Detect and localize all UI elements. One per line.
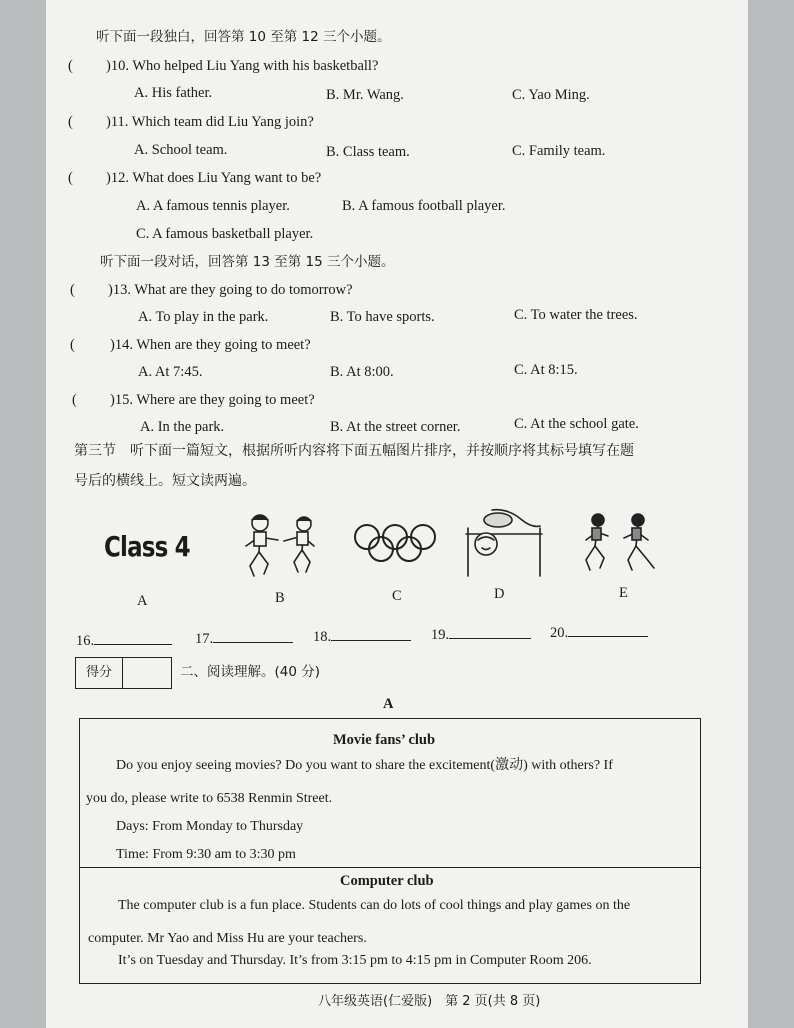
q13-option-b: B. To have sports.	[330, 309, 435, 325]
class4-sign: Class 4	[104, 530, 190, 563]
q15-option-c: C. At the school gate.	[514, 416, 639, 432]
question-12: )12. What does Liu Yang want to be?	[106, 170, 322, 186]
movie-club-line1: Do you enjoy seeing movies? Do you want to share the excitement(激动) with others? If	[116, 758, 613, 773]
passage-letter: A	[383, 696, 394, 712]
answer-paren: (	[68, 58, 73, 74]
answer-paren: (	[72, 392, 77, 408]
question-11: )11. Which team did Liu Yang join?	[106, 114, 314, 130]
movie-club-days: Days: From Monday to Thursday	[116, 819, 304, 834]
computer-club-line3: It’s on Tuesday and Thursday. It’s from 3:15 pm to 4:15 pm in Computer Room 206.	[118, 953, 592, 968]
clubs-divider	[80, 867, 700, 868]
high-jump-icon	[462, 506, 546, 578]
question-10: )10. Who helped Liu Yang with his basketball?	[106, 58, 379, 74]
answer-blank-20[interactable]: 20.	[550, 622, 648, 642]
q10-option-b: B. Mr. Wang.	[326, 87, 404, 103]
q12-option-c: C. A famous basketball player.	[136, 226, 314, 242]
picture-label-d: D	[494, 586, 505, 602]
picture-label-e: E	[619, 585, 628, 601]
movie-club-time: Time: From 9:30 am to 3:30 pm	[116, 847, 296, 862]
picture-label-b: B	[275, 590, 285, 606]
q15-option-a: A. In the park.	[140, 419, 225, 435]
q13-option-a: A. To play in the park.	[138, 309, 269, 325]
question-14: )14. When are they going to meet?	[110, 337, 311, 353]
answer-blank-16[interactable]: 16.	[76, 630, 172, 650]
answer-paren: (	[68, 170, 73, 186]
dialogue-instruction: 听下面一段对话，回答第 13 至第 15 三个小题。	[100, 254, 395, 270]
computer-club-title: Computer club	[340, 873, 434, 889]
computer-club-line2: computer. Mr Yao and Miss Hu are your teachers.	[88, 931, 367, 946]
part2-title: 二、阅读理解。(40 分)	[180, 664, 321, 680]
answer-paren: (	[70, 337, 75, 353]
answer-paren: (	[70, 282, 75, 298]
answer-blank-17[interactable]: 17.	[195, 628, 293, 648]
q14-option-a: A. At 7:45.	[138, 364, 203, 380]
q14-option-c: C. At 8:15.	[514, 362, 578, 378]
q13-option-c: C. To water the trees.	[514, 307, 638, 323]
question-15: )15. Where are they going to meet?	[110, 392, 315, 408]
question-13: )13. What are they going to do tomorrow?	[108, 282, 353, 298]
relay-runners-icon	[236, 510, 322, 582]
section3-instruction-line1: 第三节 听下面一篇短文，根据所听内容将下面五幅图片排序，并按顺序将其标号填写在题	[74, 443, 634, 459]
olympic-rings-icon	[352, 522, 438, 564]
q10-option-c: C. Yao Ming.	[512, 87, 590, 103]
q11-option-b: B. Class team.	[326, 144, 410, 160]
runners-icon	[580, 510, 664, 576]
q10-option-a: A. His father.	[134, 85, 213, 101]
q12-option-a: A. A famous tennis player.	[136, 198, 290, 214]
picture-label-c: C	[392, 588, 402, 604]
computer-club-line1: The computer club is a fun place. Students can do lots of cool things and play games on the	[118, 898, 631, 913]
q15-option-b: B. At the street corner.	[330, 419, 461, 435]
section3-instruction-line2: 号后的横线上。短文读两遍。	[74, 473, 256, 489]
q11-option-a: A. School team.	[134, 142, 228, 158]
score-label: 得分	[76, 658, 123, 688]
q14-option-b: B. At 8:00.	[330, 364, 394, 380]
answer-blank-19[interactable]: 19.	[431, 624, 531, 644]
picture-label-a: A	[137, 593, 148, 609]
answer-blank-18[interactable]: 18.	[313, 626, 411, 646]
answer-paren: (	[68, 114, 73, 130]
score-box[interactable]	[75, 657, 172, 689]
movie-club-line2: you do, please write to 6538 Renmin Street.	[86, 791, 333, 806]
q11-option-c: C. Family team.	[512, 143, 606, 159]
page-footer: 八年级英语(仁爱版) 第 2 页(共 8 页)	[318, 994, 541, 1009]
q12-option-b: B. A famous football player.	[342, 198, 506, 214]
monologue-instruction: 听下面一段独白，回答第 10 至第 12 三个小题。	[96, 29, 391, 45]
movie-club-title: Movie fans’ club	[333, 732, 436, 748]
